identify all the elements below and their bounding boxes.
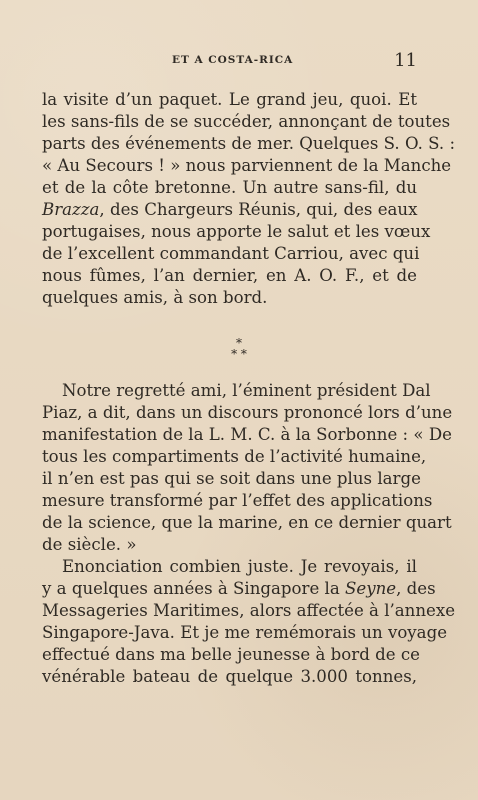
paragraph-line: mesure transformé par l’effet des applications — [42, 491, 433, 510]
paragraph-line: nous fûmes, l’an dernier, en A. O. F., et de — [42, 266, 417, 285]
paragraph-line: effectué dans ma belle jeunesse à bord de ce — [42, 645, 420, 664]
running-head: ET A COSTA-RICA — [172, 54, 294, 66]
paragraph-line: les sans-fils de se succéder, annonçant de toutes — [42, 112, 451, 131]
paragraph-line-text: y a quelques années à Singapore la — [42, 579, 346, 598]
paragraph-line: de l’excellent commandant Carriou, avec qui — [42, 244, 420, 263]
paragraph-line: Enonciation combien juste. Je revoyais, il — [62, 557, 417, 576]
paragraph-line: de la science, que la marine, en ce dernier quart — [42, 513, 452, 532]
paragraph-line: portugaises, nous apporte le salut et les vœux — [42, 222, 431, 241]
section-separator-bottom: * * — [231, 347, 247, 361]
paragraph-line: quelques amis, à son bord. — [42, 288, 268, 307]
ship-name: Seyne — [345, 579, 397, 598]
paragraph-line: de siècle. » — [42, 535, 137, 554]
paragraph-line-text: , des — [396, 579, 436, 598]
paragraph-line: et de la côte bretonne. Un autre sans-fil, du — [42, 178, 417, 197]
page-header — [42, 50, 417, 72]
page-number: 11 — [394, 50, 417, 71]
paragraph-line: la visite d’un paquet. Le grand jeu, quoi. Et — [42, 90, 417, 109]
paragraph-line: il n’en est pas qui se soit dans une plus large — [42, 469, 421, 488]
paragraph-line — [42, 578, 436, 600]
paragraph-line: parts des événements de mer. Quelques S. O. S. : — [42, 134, 456, 153]
paragraph-line: « Au Secours ! » nous parviennent de la Manche — [42, 156, 452, 175]
paragraph-line: manifestation de la L. M. C. à la Sorbonne : « De — [42, 425, 452, 444]
paragraph-line — [42, 199, 417, 221]
paragraph-line: Notre regretté ami, l’éminent président Dal — [62, 381, 431, 400]
paragraph-line: vénérable bateau de quelque 3.000 tonnes, — [42, 667, 417, 686]
paragraph-line: Singapore-Java. Et je me remémorais un voyage — [42, 623, 448, 642]
paragraph-line: tous les compartiments de l’activité humaine, — [42, 447, 427, 466]
paragraph-line: Messageries Maritimes, alors affectée à l’annexe — [42, 601, 456, 620]
paragraph-line: Piaz, a dit, dans un discours prononcé lors d’une — [42, 403, 453, 422]
paragraph-line-text: , des Chargeurs Réunis, qui, des eaux — [99, 200, 418, 219]
section-separator-top: * — [236, 336, 242, 350]
ship-name: Brazza — [42, 200, 100, 219]
